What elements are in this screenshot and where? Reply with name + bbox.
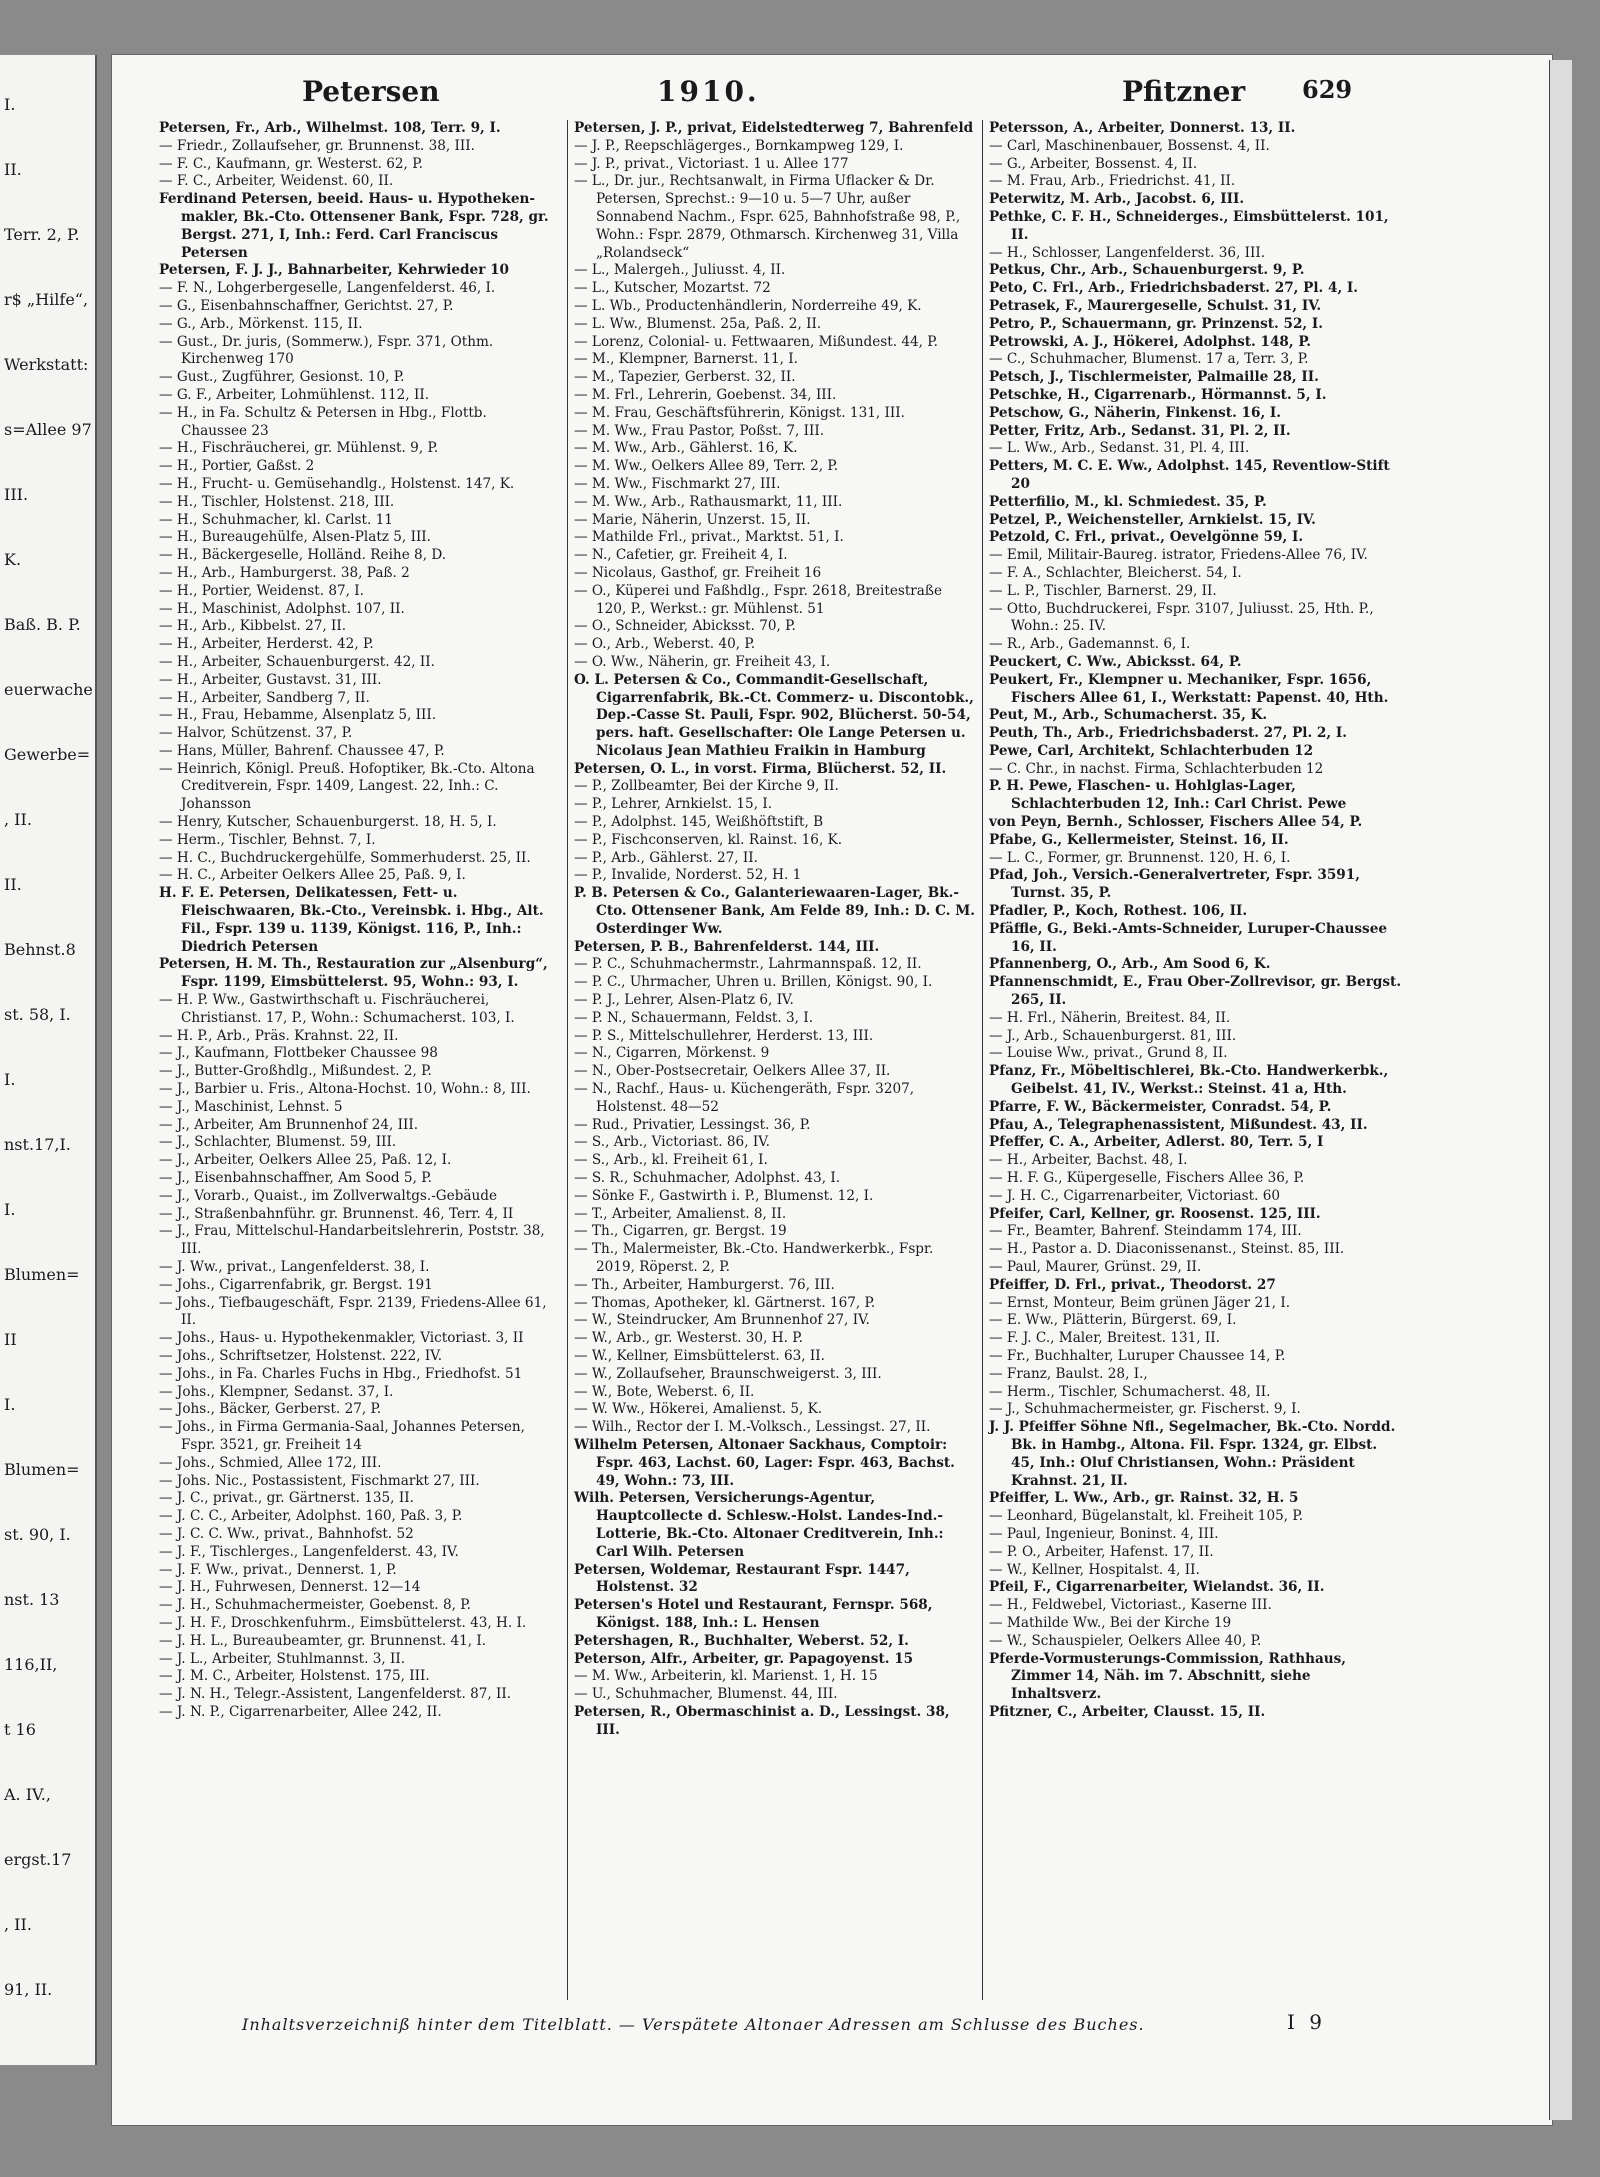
- directory-entry: — W., Bote, Weberst. 6, II.: [574, 1383, 755, 1400]
- directory-entry: Petersen, J. P., privat, Eidelstedterweg 7, Bahrenfeld: [574, 120, 974, 136]
- directory-entry: — Paul, Maurer, Grünst. 29, II.: [989, 1259, 1202, 1275]
- directory-entry: — L. Wb., Productenhändlerin, Norderreihe 49, K.: [574, 297, 922, 314]
- directory-entry: Ferdinand Petersen, beeid. Haus- u. Hypotheken-makler, Bk.-Cto. Ottensener Bank, Fspr. 728, gr. Bergst. 271, I, Inh.: Ferd. Carl Franciscus Petersen: [159, 191, 549, 261]
- directory-entry: — Herm., Tischler, Behnst. 7, I.: [159, 831, 376, 848]
- directory-entry: H. F. E. Petersen, Delikatessen, Fett- u. Fleischwaaren, Bk.-Cto., Vereinsbk. i. Hbg., Alt. Fil., Fspr. 139 u. 1139, Königst. 116, P., Inh.: Diedrich Petersen: [159, 885, 544, 955]
- directory-entry: — Carl, Maschinenbauer, Bossenst. 4, II.: [989, 137, 1270, 154]
- directory-entry: — P., Fischconserven, kl. Rainst. 16, K.: [574, 831, 843, 848]
- directory-entry: — Otto, Buchdruckerei, Fspr. 3107, Juliusst. 25, Hth. P., Wohn.: 25. IV.: [989, 600, 1374, 635]
- directory-entry: — H., Arb., Hamburgerst. 38, Paß. 2: [159, 564, 410, 581]
- directory-entry: — G. F., Arbeiter, Lohmühlenst. 112, II.: [159, 386, 430, 403]
- directory-entry: O. L. Petersen & Co., Commandit-Gesellschaft, Cigarrenfabrik, Bk.-Ct. Commerz- u. Discontobk., Dep.-Casse St. Pauli, Fspr. 902, Blücherst. 50-54, pers. haft. Gesellschafter: Ole Lange Petersen u. Nicolaus Jean Mathieu Fraikin in Hamburg: [574, 671, 974, 759]
- directory-entry: — J., Vorarb., Quaist., im Zollverwaltgs.-Gebäude: [159, 1187, 498, 1204]
- directory-entry: — J. C. C., Arbeiter, Adolphst. 160, Paß. 3, P.: [159, 1508, 463, 1525]
- directory-entry: Pfitzner, C., Arbeiter, Clausst. 15, II.: [989, 1703, 1266, 1720]
- directory-entry: — H. C., Arbeiter Oelkers Allee 25, Paß. 9, I.: [159, 867, 466, 884]
- directory-entry: — Herm., Tischler, Schumacherst. 48, II.: [989, 1383, 1271, 1400]
- directory-entry: — J. Ww., privat., Langenfelderst. 38, I.: [159, 1259, 430, 1275]
- directory-entry: Peterwitz, M. Arb., Jacobst. 6, III.: [989, 191, 1245, 208]
- directory-entry: Petersen, R., Obermaschinist a. D., Lessingst. 38, III.: [574, 1703, 950, 1738]
- previous-page-fragment: Blumen=: [4, 1460, 80, 1479]
- directory-entry: — J. N. H., Telegr.-Assistent, Langenfelderst. 87, II.: [159, 1686, 512, 1703]
- directory-entry: — Johs., Klempner, Sedanst. 37, I.: [159, 1383, 394, 1400]
- directory-entry: Petersen, Fr., Arb., Wilhelmst. 108, Terr. 9, I.: [159, 120, 501, 136]
- directory-entry: — N., Cigarren, Mörkenst. 9: [574, 1045, 770, 1062]
- directory-entry: — Paul, Ingenieur, Boninst. 4, III.: [989, 1525, 1219, 1542]
- directory-entry: — Johs., Schmied, Allee 172, III.: [159, 1454, 382, 1471]
- directory-entry: — Gust., Dr. juris, (Sommerw.), Fspr. 371, Othm. Kirchenweg 170: [159, 333, 494, 368]
- directory-entry: — H., Feldwebel, Victoriast., Kaserne III.: [989, 1597, 1272, 1614]
- directory-column-1: [159, 120, 554, 2000]
- directory-entry: — Nicolaus, Gasthof, gr. Freiheit 16: [574, 564, 822, 581]
- directory-entry: — Wilh., Rector der I. M.-Volksch., Lessingst. 27, II.: [574, 1419, 931, 1436]
- directory-entry: Pfannenschmidt, E., Frau Ober-Zollrevisor, gr. Bergst. 265, II.: [989, 974, 1402, 1009]
- previous-page-fragment: Behnst.8: [4, 940, 76, 959]
- directory-entry: — F. A., Schlachter, Bleicherst. 54, I.: [989, 564, 1242, 581]
- directory-entry: — T., Arbeiter, Amalienst. 8, II.: [574, 1205, 787, 1222]
- directory-entry: — J., Arbeiter, Am Brunnenhof 24, III.: [159, 1116, 419, 1133]
- previous-page-fragment: I.: [4, 1070, 16, 1089]
- previous-page-fragment: III.: [4, 485, 29, 504]
- directory-column-3: [982, 120, 1404, 2000]
- directory-entry: Peuth, Th., Arb., Friedrichsbaderst. 27, Pl. 2, I.: [989, 725, 1347, 742]
- page-footer-note: Inhaltsverzeichniß hinter dem Titelblatt. — Verspätete Altonaer Adressen am Schlusse des Buches.: [242, 2015, 1145, 2034]
- previous-page-fragment: 91, II.: [4, 1980, 53, 1999]
- previous-page-fragment: r$ „Hilfe“,: [4, 290, 89, 309]
- directory-entry: — C. Chr., in nachst. Firma, Schlachterbuden 12: [989, 760, 1324, 777]
- directory-entry: — H., Frucht- u. Gemüsehandlg., Holstenst. 147, K.: [159, 475, 515, 492]
- directory-entry: Pfeifer, Carl, Kellner, gr. Roosenst. 125, III.: [989, 1205, 1321, 1222]
- directory-entry: — L. C., Former, gr. Brunnenst. 120, H. 6, I.: [989, 849, 1291, 866]
- directory-entry: — Heinrich, Königl. Preuß. Hofoptiker, Bk.-Cto. Altona Creditverein, Fspr. 1409, Langest. 22, Inh.: C. Johansson: [159, 760, 535, 813]
- directory-entry: — J., Arbeiter, Oelkers Allee 25, Paß. 12, I.: [159, 1152, 452, 1169]
- directory-entry: Petters, M. C. E. Ww., Adolphst. 145, Reventlow-Stift 20: [989, 458, 1390, 492]
- directory-entry: Petschow, G., Näherin, Finkenst. 16, I.: [989, 404, 1282, 421]
- directory-entry: — Halvor, Schützenst. 37, P.: [159, 725, 353, 742]
- directory-entry: — Johs. Nic., Postassistent, Fischmarkt 27, III.: [159, 1472, 480, 1489]
- directory-entry: — F. J. C., Maler, Breitest. 131, II.: [989, 1330, 1220, 1347]
- directory-entry: — J., Arb., Schauenburgerst. 81, III.: [989, 1027, 1237, 1044]
- directory-entry: — H. Frl., Näherin, Breitest. 84, II.: [989, 1009, 1231, 1026]
- directory-entry: — Sönke F., Gastwirth i. P., Blumenst. 12, I.: [574, 1187, 874, 1204]
- directory-entry: Petersen, H. M. Th., Restauration zur „Alsenburg“, Fspr. 1199, Eimsbüttelerst. 95, Wohn.: 93, I.: [159, 956, 548, 991]
- directory-entry: — Johs., Schriftsetzer, Holstenst. 222, IV.: [159, 1347, 443, 1364]
- directory-entry: Pfeiffer, L. Ww., Arb., gr. Rainst. 32, H. 5: [989, 1490, 1299, 1507]
- directory-entry: — Louise Ww., privat., Grund 8, II.: [989, 1045, 1228, 1062]
- directory-entry: — H., Bäckergeselle, Holländ. Reihe 8, D.: [159, 547, 447, 564]
- directory-entry: — M. Frau, Geschäftsführerin, Königst. 131, III.: [574, 404, 905, 421]
- previous-page-fragment: Gewerbe=: [4, 745, 91, 764]
- directory-entry: Pfadler, P., Koch, Rothest. 106, II.: [989, 903, 1248, 920]
- directory-entry: — Johs., Cigarrenfabrik, gr. Bergst. 191: [159, 1276, 433, 1293]
- directory-entry: — H., Portier, Gaßst. 2: [159, 458, 315, 475]
- previous-page-fragment: A. IV.,: [4, 1785, 51, 1804]
- directory-entry: — Johs., Haus- u. Hypothekenmakler, Victoriast. 3, II: [159, 1330, 524, 1347]
- directory-entry: — Hans, Müller, Bahrenf. Chaussee 47, P.: [159, 742, 445, 759]
- directory-entry: — Fr., Beamter, Bahrenf. Steindamm 174, III.: [989, 1223, 1302, 1240]
- directory-entry: Petersen, F. J. J., Bahnarbeiter, Kehrwieder 10: [159, 262, 510, 279]
- directory-entry: — M., Klempner, Barnerst. 11, I.: [574, 351, 798, 368]
- header-year: 1910.: [657, 75, 760, 108]
- previous-page-fragment: I.: [4, 1395, 16, 1414]
- directory-entry: — W., Steindrucker, Am Brunnenhof 27, IV.: [574, 1312, 870, 1329]
- directory-entry: — P. C., Uhrmacher, Uhren u. Brillen, Königst. 90, I.: [574, 974, 933, 991]
- directory-entry: — J., Straßenbahnführ. gr. Brunnenst. 46, Terr. 4, II: [159, 1205, 514, 1222]
- directory-entry: Peto, C. Frl., Arb., Friedrichsbaderst. 27, Pl. 4, I.: [989, 280, 1359, 297]
- directory-entry: — Th., Malermeister, Bk.-Cto. Handwerkerbk., Fspr. 2019, Röperst. 2, P.: [574, 1241, 934, 1275]
- directory-entry: — Th., Cigarren, gr. Bergst. 19: [574, 1223, 787, 1240]
- directory-entry: Petersen's Hotel und Restaurant, Fernspr. 568, Königst. 188, Inh.: L. Hensen: [574, 1597, 933, 1631]
- previous-page-fragment: Werkstatt:: [4, 355, 89, 374]
- directory-entry: — G., Arbeiter, Bossenst. 4, II.: [989, 155, 1198, 172]
- previous-page-fragment: nst. 13: [4, 1590, 60, 1609]
- directory-entry: — Johs., Bäcker, Gerberst. 27, P.: [159, 1401, 382, 1418]
- directory-entry: — O., Schneider, Abicksst. 70, P.: [574, 618, 796, 635]
- directory-entry: Peterson, Alfr., Arbeiter, gr. Papagoyenst. 15: [574, 1650, 914, 1667]
- directory-entry: Pethke, C. F. H., Schneiderges., Eimsbüttelerst. 101, II.: [989, 208, 1389, 243]
- directory-entry: Peuckert, C. Ww., Abicksst. 64, P.: [989, 653, 1242, 670]
- directory-entry: — Gust., Zugführer, Gesionst. 10, P.: [159, 369, 405, 386]
- directory-entry: — M. Ww., Frau Pastor, Poßst. 7, III.: [574, 422, 825, 439]
- directory-entry: — H., Tischler, Holstenst. 218, III.: [159, 493, 395, 510]
- directory-entry: — M. Ww., Arb., Rathausmarkt, 11, III.: [574, 493, 843, 510]
- directory-entry: — J., Kaufmann, Flottbeker Chaussee 98: [159, 1045, 438, 1062]
- header-right-keyword: Pfitzner: [1122, 75, 1246, 108]
- previous-page-fragment: Baß. B. P.: [4, 615, 81, 634]
- directory-entry: — J., Butter-Großhdlg., Mißundest. 2, P.: [159, 1063, 432, 1080]
- directory-entry: — H. P. Ww., Gastwirthschaft u. Fischräucherei, Christianst. 17, P., Wohn.: Schumacherst. 103, I.: [159, 992, 515, 1026]
- directory-entry: Pfarre, F. W., Bäckermeister, Conradst. 54, P.: [989, 1098, 1332, 1115]
- directory-entry: — J. C. C. Ww., privat., Bahnhofst. 52: [159, 1525, 414, 1542]
- directory-entry: — P., Lehrer, Arnkielst. 15, I.: [574, 796, 773, 813]
- directory-entry: — H., Fischräucherei, gr. Mühlenst. 9, P.: [159, 440, 439, 457]
- directory-entry: Wilh. Petersen, Versicherungs-Agentur, Hauptcollecte d. Schlesw.-Holst. Landes-Ind.-Lotterie, Bk.-Cto. Altonaer Creditverein, Inh.: Carl Wilh. Petersen: [574, 1490, 944, 1560]
- directory-column-2: [567, 120, 976, 2000]
- directory-page: [112, 55, 1552, 2125]
- directory-entry: Petersen, Woldemar, Restaurant Fspr. 1447, Holstenst. 32: [574, 1561, 910, 1596]
- directory-entry: P. H. Pewe, Flaschen- u. Hohlglas-Lager, Schlachterbuden 12, Inh.: Carl Christ. Pewe: [989, 778, 1347, 813]
- directory-entry: Pfäffle, G., Beki.-Amts-Schneider, Luruper-Chaussee 16, II.: [989, 920, 1388, 955]
- directory-entry: — P., Adolphst. 145, Weißhöftstift, B: [574, 814, 824, 831]
- directory-entry: — J., Schuhmachermeister, gr. Fischerst. 9, I.: [989, 1401, 1301, 1418]
- directory-entry: Pewe, Carl, Architekt, Schlachterbuden 12: [989, 742, 1314, 759]
- directory-entry: — P. S., Mittelschullehrer, Herderst. 13, III.: [574, 1027, 874, 1044]
- previous-page-fragment: 116,II,: [4, 1655, 58, 1674]
- directory-entry: — P. J., Lehrer, Alsen-Platz 6, IV.: [574, 992, 794, 1009]
- directory-entry: — J. H., Fuhrwesen, Dennerst. 12—14: [159, 1579, 421, 1596]
- directory-entry: Pfau, A., Telegraphenassistent, Mißundest. 43, II.: [989, 1116, 1368, 1133]
- directory-entry: — L., Kutscher, Mozartst. 72: [574, 280, 771, 297]
- directory-entry: — H., Arbeiter, Bachst. 48, I.: [989, 1152, 1188, 1169]
- directory-entry: — Rud., Privatier, Lessingst. 36, P.: [574, 1116, 811, 1133]
- directory-entry: — S., Arb., Victoriast. 86, IV.: [574, 1134, 770, 1151]
- directory-entry: von Peyn, Bernh., Schlosser, Fischers Allee 54, P.: [989, 814, 1363, 831]
- directory-entry: — J., Frau, Mittelschul-Handarbeitslehrerin, Poststr. 38, III.: [159, 1223, 545, 1258]
- directory-entry: — H. C., Buchdruckergehülfe, Sommerhuderst. 25, II.: [159, 849, 531, 866]
- directory-entry: — J., Schlachter, Blumenst. 59, III.: [159, 1134, 397, 1151]
- directory-entry: — W., Arb., gr. Westerst. 30, H. P.: [574, 1330, 803, 1347]
- directory-entry: — Th., Arbeiter, Hamburgerst. 76, III.: [574, 1276, 835, 1293]
- directory-entry: — Mathilde Frl., privat., Marktst. 51, I.: [574, 529, 844, 546]
- directory-entry: Wilhelm Petersen, Altonaer Sackhaus, Comptoir: Fspr. 463, Lachst. 60, Lager: Fspr. 463, Bachst. 49, Wohn.: 73, III.: [574, 1436, 955, 1489]
- directory-entry: Pfeffer, C. A., Arbeiter, Adlerst. 80, Terr. 5, I: [989, 1134, 1324, 1151]
- directory-entry: Petershagen, R., Buchhalter, Weberst. 52, I.: [574, 1632, 909, 1649]
- directory-entry: — L. Ww., Blumenst. 25a, Paß. 2, II.: [574, 315, 822, 332]
- directory-entry: — M. Ww., Arb., Gählerst. 16, K.: [574, 440, 798, 457]
- directory-entry: — Franz, Baulst. 28, I.,: [989, 1365, 1148, 1382]
- directory-entry: — H. P., Arb., Präs. Krahnst. 22, II.: [159, 1027, 399, 1044]
- directory-entry: — W., Kellner, Eimsbüttelerst. 63, II.: [574, 1347, 825, 1364]
- directory-entry: — H., Arbeiter, Gustavst. 31, III.: [159, 671, 382, 688]
- page-edge-shadow: [1549, 60, 1572, 2120]
- directory-entry: Pfeiffer, D. Frl., privat., Theodorst. 27: [989, 1276, 1276, 1293]
- directory-entry: — H., Portier, Weidenst. 87, I.: [159, 582, 364, 599]
- signature-mark: I 9: [1287, 2010, 1326, 2034]
- directory-entry: — P., Arb., Gählerst. 27, II.: [574, 849, 758, 866]
- previous-page-fragment: I.: [4, 1200, 16, 1219]
- directory-entry: — M. Ww., Arbeiterin, kl. Marienst. 1, H. 15: [574, 1668, 878, 1685]
- directory-entry: Petzel, P., Weichensteller, Arnkielst. 15, IV.: [989, 511, 1316, 528]
- directory-entry: — Johs., in Firma Germania-Saal, Johannes Petersen, Fspr. 3521, gr. Freiheit 14: [159, 1419, 525, 1453]
- directory-entry: — Marie, Näherin, Unzerst. 15, II.: [574, 511, 811, 528]
- previous-page-fragment: t 16: [4, 1720, 36, 1739]
- previous-page-fragment: II: [4, 1330, 17, 1349]
- directory-entry: Pfad, Joh., Versich.-Generalvertreter, Fspr. 3591, Turnst. 35, P.: [989, 867, 1360, 902]
- directory-entry: Petersson, A., Arbeiter, Donnerst. 13, II.: [989, 120, 1296, 136]
- directory-entry: — M. Frl., Lehrerin, Goebenst. 34, III.: [574, 386, 837, 403]
- directory-entry: — U., Schuhmacher, Blumenst. 44, III.: [574, 1686, 838, 1703]
- directory-entry: — J. L., Arbeiter, Stuhlmannst. 3, II.: [159, 1650, 406, 1667]
- directory-entry: — W., Kellner, Hospitalst. 4, II.: [989, 1561, 1200, 1578]
- directory-entry: — H., Schlosser, Langenfelderst. 36, III.: [989, 244, 1266, 261]
- directory-entry: — Friedr., Zollaufseher, gr. Brunnenst. 38, III.: [159, 137, 475, 154]
- previous-page-edge: [0, 55, 97, 2065]
- directory-entry: — Leonhard, Bügelanstalt, kl. Freiheit 105, P.: [989, 1508, 1304, 1525]
- previous-page-fragment: s=Allee 97: [4, 420, 92, 439]
- directory-entry: — S., Arb., kl. Freiheit 61, I.: [574, 1152, 768, 1169]
- previous-page-fragment: K.: [4, 550, 22, 569]
- directory-entry: — H., Schuhmacher, kl. Carlst. 11: [159, 511, 393, 528]
- directory-entry: — Lorenz, Colonial- u. Fettwaaren, Mißundest. 44, P.: [574, 333, 938, 350]
- directory-entry: — Johs., in Fa. Charles Fuchs in Hbg., Friedhofst. 51: [159, 1365, 523, 1382]
- directory-entry: J. J. Pfeiffer Söhne Nfl., Segelmacher, Bk.-Cto. Nordd. Bk. in Hambg., Altona. Fil. Fspr. 1324, gr. Elbst. 45, Inh.: Oluf Christiansen, Wohn.: Präsident Krahnst. 21, II.: [989, 1419, 1396, 1489]
- directory-entry: — J., Maschinist, Lehnst. 5: [159, 1098, 343, 1115]
- directory-entry: Petzold, C. Frl., privat., Oevelgönne 59, I.: [989, 529, 1304, 546]
- directory-entry: — M. Ww., Oelkers Allee 89, Terr. 2, P.: [574, 458, 839, 475]
- directory-entry: — Fr., Buchhalter, Luruper Chaussee 14, P.: [989, 1347, 1286, 1364]
- previous-page-fragment: II.: [4, 160, 22, 179]
- directory-entry: — H., Pastor a. D. Diaconissenanst., Steinst. 85, III.: [989, 1241, 1345, 1258]
- directory-entry: — F. C., Arbeiter, Weidenst. 60, II.: [159, 173, 394, 190]
- directory-entry: — H., Bureaugehülfe, Alsen-Platz 5, III.: [159, 529, 432, 546]
- previous-page-fragment: euerwache: [4, 680, 93, 699]
- previous-page-fragment: Blumen=: [4, 1265, 80, 1284]
- previous-page-fragment: st. 58, I.: [4, 1005, 71, 1024]
- directory-entry: — C., Schuhmacher, Blumenst. 17 a, Terr. 3, P.: [989, 351, 1309, 368]
- directory-entry: — O., Küperei und Faßhdlg., Fspr. 2618, Breitestraße 120, P., Werkst.: gr. Mühlenst. 51: [574, 582, 943, 617]
- directory-entry: — Henry, Kutscher, Schauenburgerst. 18, H. 5, I.: [159, 814, 497, 831]
- directory-entry: — G., Eisenbahnschaffner, Gerichtst. 27, P.: [159, 297, 454, 314]
- directory-entry: P. B. Petersen & Co., Galanteriewaaren-Lager, Bk.-Cto. Ottensener Bank, Am Felde 89, Inh.: D. C. M. Osterdinger Ww.: [574, 885, 975, 937]
- directory-entry: — Mathilde Ww., Bei der Kirche 19: [989, 1614, 1232, 1631]
- directory-entry: — H. F. G., Küpergeselle, Fischers Allee 36, P.: [989, 1170, 1305, 1187]
- directory-entry: — J. H. F., Droschkenfuhrm., Eimsbüttelerst. 43, H. I.: [159, 1614, 527, 1631]
- directory-entry: — W. Ww., Hökerei, Amalienst. 5, K.: [574, 1401, 823, 1418]
- directory-entry: — M., Tapezier, Gerberst. 32, II.: [574, 369, 796, 386]
- directory-entry: — G., Arb., Mörkenst. 115, II.: [159, 315, 363, 332]
- directory-entry: — J. H. C., Cigarrenarbeiter, Victoriast. 60: [989, 1187, 1281, 1204]
- directory-entry: — Johs., Tiefbaugeschäft, Fspr. 2139, Friedens-Allee 61, II.: [159, 1294, 547, 1329]
- directory-entry: Pfanz, Fr., Möbeltischlerei, Bk.-Cto. Handwerkerbk., Geibelst. 41, IV., Werkst.: Steinst. 41 a, Hth.: [989, 1063, 1389, 1098]
- previous-page-fragment: st. 90, I.: [4, 1525, 71, 1544]
- directory-entry: — P., Zollbeamter, Bei der Kirche 9, II.: [574, 778, 839, 795]
- directory-entry: Peut, M., Arb., Schumacherst. 35, K.: [989, 707, 1268, 724]
- directory-entry: Petersen, P. B., Bahrenfelderst. 144, III.: [574, 938, 880, 955]
- directory-entry: Petersen, O. L., in vorst. Firma, Blücherst. 52, II.: [574, 760, 947, 777]
- directory-entry: — H., Frau, Hebamme, Alsenplatz 5, III.: [159, 707, 437, 724]
- directory-entry: Pferde-Vormusterungs-Commission, Rathhaus, Zimmer 14, Näh. im 7. Abschnitt, siehe Inhaltsverz.: [989, 1650, 1347, 1703]
- directory-entry: Pfabe, G., Kellermeister, Steinst. 16, II.: [989, 831, 1289, 848]
- previous-page-fragment: ergst.17: [4, 1850, 72, 1869]
- directory-entry: Petterfilio, M., kl. Schmiedest. 35, P.: [989, 493, 1267, 510]
- directory-entry: Petschke, H., Cigarrenarb., Hörmannst. 5, I.: [989, 386, 1327, 403]
- directory-entry: — J., Eisenbahnschaffner, Am Sood 5, P.: [159, 1170, 432, 1187]
- directory-entry: — J. F., Tischlerges., Langenfelderst. 43, IV.: [159, 1543, 459, 1560]
- directory-entry: — N., Cafetier, gr. Freiheit 4, I.: [574, 547, 788, 564]
- directory-entry: — J. H., Schuhmachermeister, Goebenst. 8, P.: [159, 1597, 471, 1614]
- directory-entry: — J. C., privat., gr. Gärtnerst. 135, II.: [159, 1490, 414, 1507]
- directory-entry: Petsch, J., Tischlermeister, Palmaille 28, II.: [989, 369, 1319, 386]
- directory-entry: Petrowski, A. J., Hökerei, Adolphst. 148, P.: [989, 333, 1312, 350]
- directory-entry: — N., Ober-Postsecretair, Oelkers Allee 37, II.: [574, 1063, 891, 1080]
- header-left-keyword: Petersen: [302, 75, 440, 108]
- directory-entry: Petkus, Chr., Arb., Schauenburgerst. 9, P.: [989, 262, 1305, 279]
- page-number: 629: [1302, 75, 1353, 104]
- directory-entry: — E. Ww., Plätterin, Bürgerst. 69, I.: [989, 1312, 1237, 1329]
- directory-entry: Petrasek, F., Maurergeselle, Schulst. 31, IV.: [989, 297, 1322, 314]
- directory-entry: — H., Arbeiter, Sandberg 7, II.: [159, 689, 370, 706]
- directory-entry: — H., Maschinist, Adolphst. 107, II.: [159, 600, 405, 617]
- directory-entry: — P. N., Schauermann, Feldst. 3, I.: [574, 1009, 814, 1026]
- previous-page-fragment: , II.: [4, 810, 32, 829]
- directory-entry: — M. Ww., Fischmarkt 27, III.: [574, 475, 781, 492]
- directory-entry: Peukert, Fr., Klempner u. Mechaniker, Fspr. 1656, Fischers Allee 61, I., Werkstatt: Papenst. 40, Hth.: [989, 671, 1389, 706]
- directory-entry: — H., Arbeiter, Herderst. 42, P.: [159, 636, 374, 653]
- directory-entry: — O., Arb., Weberst. 40, P.: [574, 636, 756, 653]
- directory-entry: — W., Schauspieler, Oelkers Allee 40, P.: [989, 1632, 1262, 1649]
- directory-entry: Pfannenberg, O., Arb., Am Sood 6, K.: [989, 956, 1271, 973]
- directory-entry: Petter, Fritz, Arb., Sedanst. 31, Pl. 2, II.: [989, 422, 1291, 439]
- directory-entry: Petro, P., Schauermann, gr. Prinzenst. 52, I.: [989, 315, 1323, 332]
- directory-entry: — L., Dr. jur., Rechtsanwalt, in Firma Uflacker & Dr. Petersen, Sprechst.: 9—10 u. 5—7 Uhr, außer Sonnabend Nachm., Fspr. 625, Bahnhofstraße 98, P., Wohn.: Fspr. 2879, Othmarsch. Kirchenweg 31, Villa „Rolandseck“: [574, 173, 961, 261]
- directory-entry: — Thomas, Apotheker, kl. Gärtnerst. 167, P.: [574, 1294, 876, 1311]
- directory-entry: — Ernst, Monteur, Beim grünen Jäger 21, I.: [989, 1294, 1291, 1311]
- previous-page-fragment: Terr. 2, P.: [4, 225, 80, 244]
- directory-entry: — M. Frau, Arb., Friedrichst. 41, II.: [989, 173, 1236, 190]
- directory-entry: — J. F. Ww., privat., Dennerst. 1, P.: [159, 1561, 397, 1578]
- directory-entry: — Emil, Militair-Baureg. istrator, Friedens-Allee 76, IV.: [989, 547, 1368, 564]
- directory-entry: — L. P., Tischler, Barnerst. 29, II.: [989, 582, 1217, 599]
- directory-entry: — J. H. L., Bureaubeamter, gr. Brunnenst. 41, I.: [159, 1632, 487, 1649]
- directory-entry: — O. Ww., Näherin, gr. Freiheit 43, I.: [574, 653, 831, 670]
- directory-entry: — R., Arb., Gademannst. 6, I.: [989, 636, 1191, 653]
- directory-entry: — P. O., Arbeiter, Hafenst. 17, II.: [989, 1543, 1214, 1560]
- directory-entry: — H., Arb., Kibbelst. 27, II.: [159, 618, 347, 635]
- directory-entry: — J. N. P., Cigarrenarbeiter, Allee 242, II.: [159, 1703, 442, 1720]
- directory-entry: — W., Zollaufseher, Braunschweigerst. 3, III.: [574, 1365, 882, 1382]
- directory-entry: — L., Malergeh., Juliusst. 4, II.: [574, 262, 786, 279]
- previous-page-fragment: I.: [4, 95, 16, 114]
- directory-entry: — J., Barbier u. Fris., Altona-Hochst. 10, Wohn.: 8, III.: [159, 1081, 531, 1098]
- directory-entry: — S. R., Schuhmacher, Adolphst. 43, I.: [574, 1170, 841, 1187]
- page-header: [112, 75, 1552, 115]
- directory-entry: — J. P., Reepschlägerges., Bornkampweg 129, I.: [574, 137, 904, 154]
- directory-entry: — J. P., privat., Victoriast. 1 u. Allee 177: [574, 155, 849, 172]
- directory-entry: — H., in Fa. Schultz & Petersen in Hbg., Flottb. Chaussee 23: [159, 404, 487, 439]
- directory-entry: — L. Ww., Arb., Sedanst. 31, Pl. 4, III.: [989, 440, 1250, 457]
- directory-entry: — F. C., Kaufmann, gr. Westerst. 62, P.: [159, 155, 423, 172]
- directory-entry: — P. C., Schuhmachermstr., Lahrmannspaß. 12, II.: [574, 956, 922, 973]
- directory-entry: — P., Invalide, Norderst. 52, H. 1: [574, 867, 802, 884]
- directory-entry: — N., Rachf., Haus- u. Küchengeräth, Fspr. 3207, Holstenst. 48—52: [574, 1081, 915, 1115]
- previous-page-fragment: II.: [4, 875, 22, 894]
- directory-entry: — F. N., Lohgerbergeselle, Langenfelderst. 46, I.: [159, 280, 496, 297]
- directory-entry: — H., Arbeiter, Schauenburgerst. 42, II.: [159, 653, 435, 670]
- directory-entry: Pfeil, F., Cigarrenarbeiter, Wielandst. 36, II.: [989, 1579, 1325, 1596]
- directory-entry: — J. M. C., Arbeiter, Holstenst. 175, III.: [159, 1668, 430, 1685]
- previous-page-fragment: nst.17,I.: [4, 1135, 71, 1154]
- previous-page-fragment: , II.: [4, 1915, 32, 1934]
